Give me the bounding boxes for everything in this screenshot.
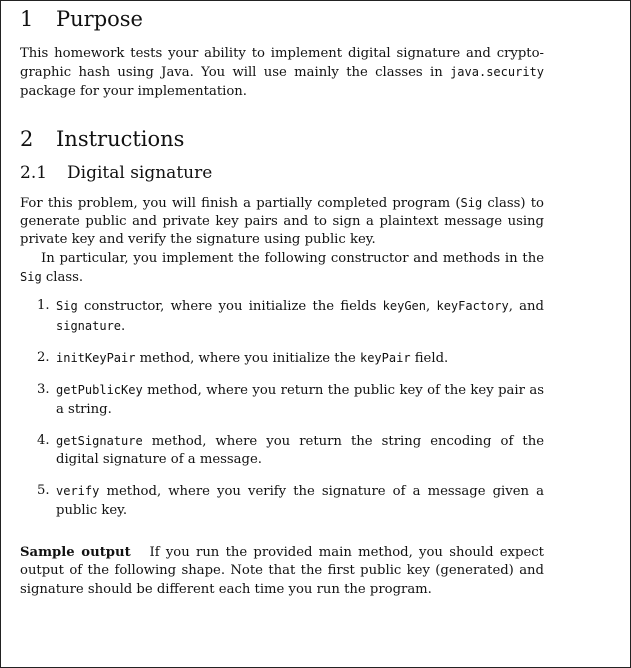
section-heading-purpose — [20, 5, 544, 33]
list-item: 5. verify method, where you verify the signature of a message given a public key. — [37, 483, 544, 518]
list-item: 4. getSignature method, where you return the string encoding of the digital signature of a message. — [37, 432, 544, 468]
list-marker: 2. — [37, 349, 50, 365]
inline-code: Sig — [460, 195, 483, 210]
inline-code: java.security — [450, 65, 544, 80]
inline-code: Sig — [20, 270, 42, 285]
inline-code: Sig — [56, 299, 78, 314]
list-marker: 4. — [37, 432, 50, 448]
subsection-title: Digital signature — [67, 162, 213, 183]
section-title: Instructions — [56, 126, 185, 151]
subsection-heading — [20, 162, 544, 184]
particular-paragraph: In particular, you implement the following constructor and methods in the Sig class. — [20, 250, 544, 286]
digital-signature-paragraph: For this problem, you will finish a partially completed program (Sig class) to generate public and private key pairs and to sign a plaintext message using private key and verify the signature using public key. — [20, 195, 544, 248]
inline-code: signature — [56, 318, 122, 333]
purpose-paragraph: This homework tests your ability to implement digital signature and crypto-graphic hash using Java. You will use mainly the classes in java.security package for your implementation. — [20, 46, 544, 99]
sample-output-paragraph: Sample output If you run the provided main method, you should expect output of the following shape. Note that the first public key (generated) and signature should be different each time you run the program. — [20, 545, 544, 597]
inline-code: initKeyPair — [56, 350, 136, 365]
list-marker: 3. — [37, 382, 50, 398]
section-number: 2 — [20, 126, 34, 151]
list-marker: 1. — [37, 298, 50, 314]
list-item: 2. initKeyPair method, where you initialize the keyPair field. — [37, 349, 449, 366]
inline-code: getPublicKey — [56, 383, 143, 398]
inline-code: getSignature — [56, 433, 143, 448]
inline-code: keyFactory — [436, 299, 509, 314]
inline-code: keyPair — [359, 350, 411, 365]
inline-code: keyGen — [382, 299, 426, 314]
method-list — [20, 297, 544, 520]
subsection-number: 2.1 — [20, 162, 48, 183]
list-item: 1. Sig constructor, where you initialize the fields keyGen, keyFactory, and signature. — [37, 298, 544, 334]
inline-code: verify — [56, 484, 100, 499]
runin-heading: Sample output — [20, 545, 131, 561]
section-heading-instructions — [20, 125, 544, 153]
section-number: 1 — [20, 7, 34, 31]
list-item: 3. getPublicKey method, where you return the public key of the key pair as a string. — [37, 382, 544, 417]
list-marker: 5. — [37, 483, 50, 499]
section-title: Purpose — [56, 7, 143, 31]
